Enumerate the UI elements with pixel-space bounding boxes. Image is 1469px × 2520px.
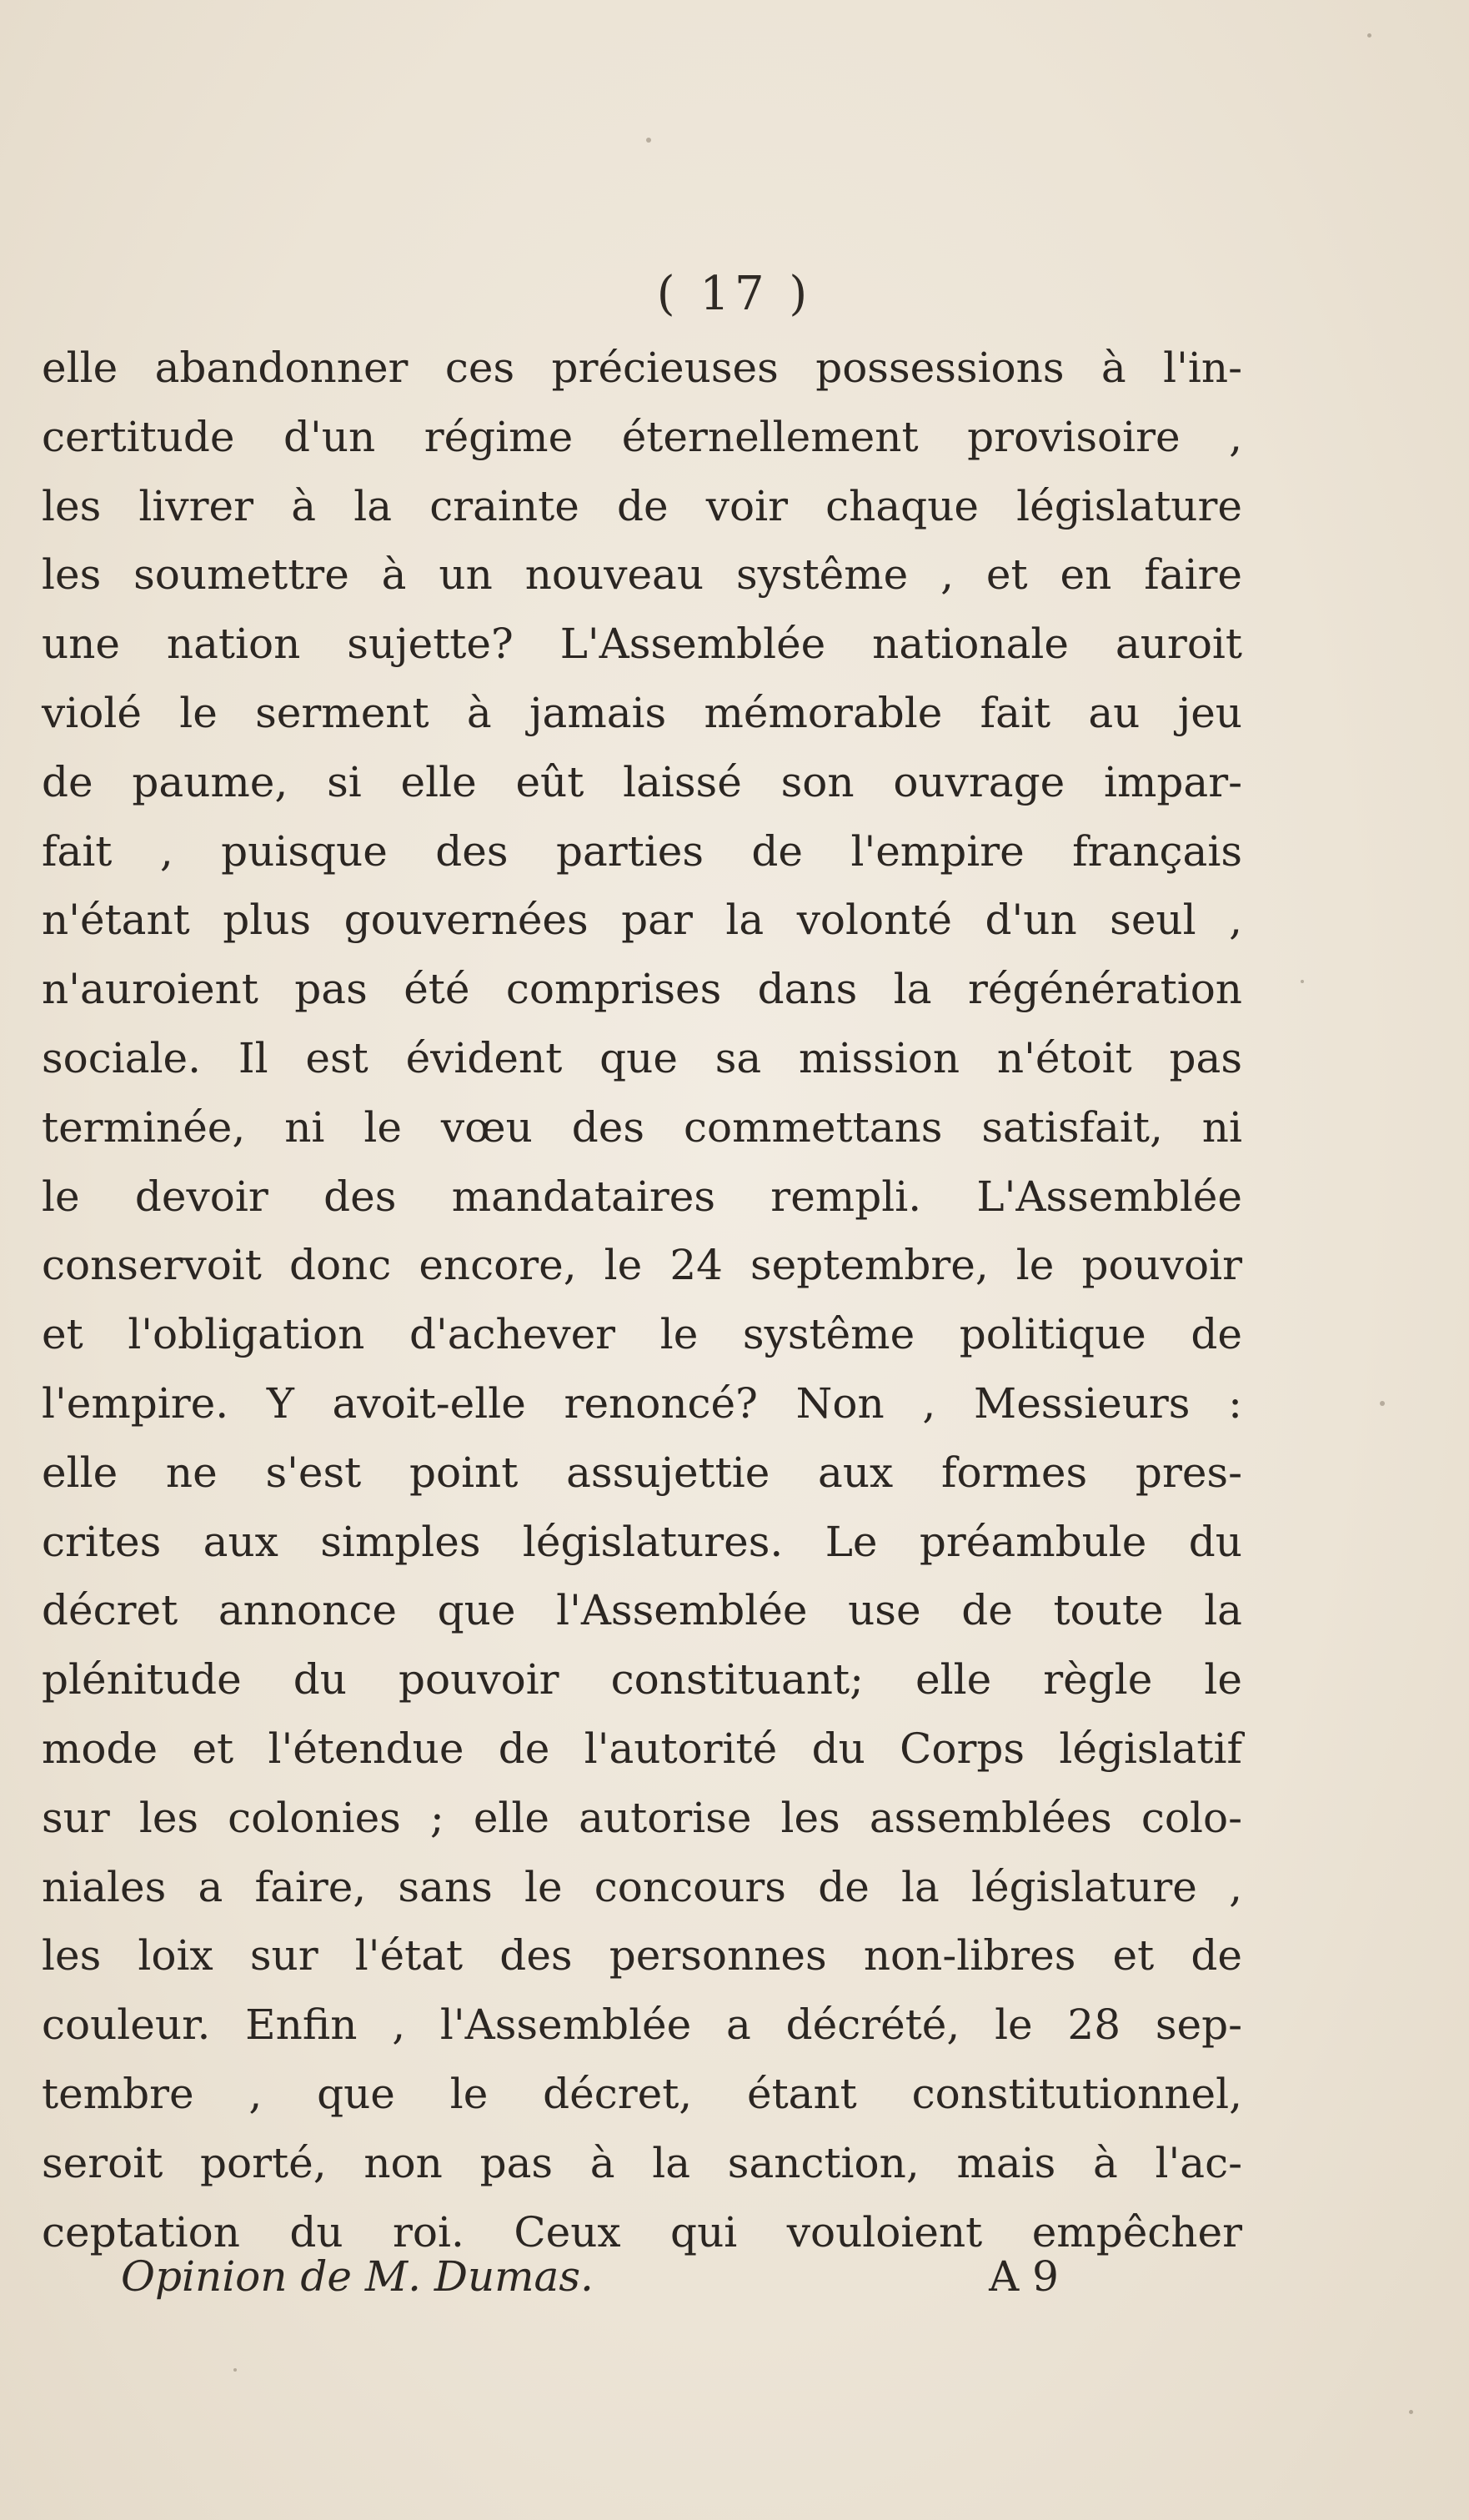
text-line: seroit porté, non pas à la sanction, mais à l'ac- <box>42 2138 1242 2187</box>
page-number: ( 17 ) <box>656 267 813 321</box>
body-text <box>42 334 1242 2266</box>
paper-speck <box>646 138 651 143</box>
text-line: sociale. Il est évident que sa mission n'étoit pas <box>42 1033 1242 1082</box>
text-line: n'étant plus gouvernées par la volonté d'un seul , <box>42 896 1242 945</box>
footer-title: Opinion de M. Dumas. <box>121 2252 594 2301</box>
text-line: tembre , que le décret, étant constitutionnel, <box>42 2069 1242 2118</box>
text-line: terminée, ni le vœu des commettans satisfait, ni <box>42 1102 1242 1152</box>
text-line: ceptation du roi. Ceux qui vouloient empêcher <box>42 2207 1242 2256</box>
text-line: violé le serment à jamais mémorable fait au jeu <box>42 688 1242 737</box>
text-line: fait , puisque des parties de l'empire français <box>42 826 1242 876</box>
paper-speck <box>1301 980 1304 983</box>
text-line: et l'obligation d'achever le systême politique de <box>42 1310 1242 1359</box>
text-line: décret annonce que l'Assemblée use de toute la <box>42 1586 1242 1635</box>
text-line: elle ne s'est point assujettie aux formes pres- <box>42 1448 1242 1497</box>
text-line: niales a faire, sans le concours de la législature , <box>42 1862 1242 1911</box>
text-line: une nation sujette? L'Assemblée nationale auroit <box>42 620 1242 669</box>
text-line: l'empire. Y avoit-elle renoncé? Non , Messieurs : <box>42 1378 1242 1428</box>
paper-speck <box>1380 1401 1385 1406</box>
paper-speck <box>1367 33 1371 38</box>
paper-speck <box>233 2368 237 2372</box>
page-footer <box>121 2243 1059 2310</box>
text-line: plénitude du pouvoir constituant; elle règle le <box>42 1655 1242 1704</box>
text-line: les soumettre à un nouveau systême , et en faire <box>42 550 1242 600</box>
text-line: n'auroient pas été comprises dans la régénération <box>42 965 1242 1014</box>
text-line: les livrer à la crainte de voir chaque législature <box>42 481 1242 530</box>
text-line: le devoir des mandataires rempli. L'Assemblée <box>42 1172 1242 1221</box>
text-line: crites aux simples législatures. Le préambule du <box>42 1517 1242 1566</box>
text-line: de paume, si elle eût laissé son ouvrage impar- <box>42 757 1242 806</box>
text-line: certitude d'un régime éternellement provisoire , <box>42 412 1242 461</box>
text-line: sur les colonies ; elle autorise les assemblées colo- <box>42 1793 1242 1842</box>
text-line: les loix sur l'état des personnes non-libres et de <box>42 1931 1242 1980</box>
text-line: mode et l'étendue de l'autorité du Corps législatif <box>42 1724 1242 1773</box>
text-line: elle abandonner ces précieuses possessions à l'in- <box>42 344 1242 392</box>
paper-speck <box>1409 2410 1413 2414</box>
signature-mark: A 9 <box>989 2252 1059 2301</box>
text-line: couleur. Enfin , l'Assemblée a décrété, le 28 sep- <box>42 2000 1242 2050</box>
text-line: conservoit donc encore, le 24 septembre, le pouvoir <box>42 1241 1242 1290</box>
